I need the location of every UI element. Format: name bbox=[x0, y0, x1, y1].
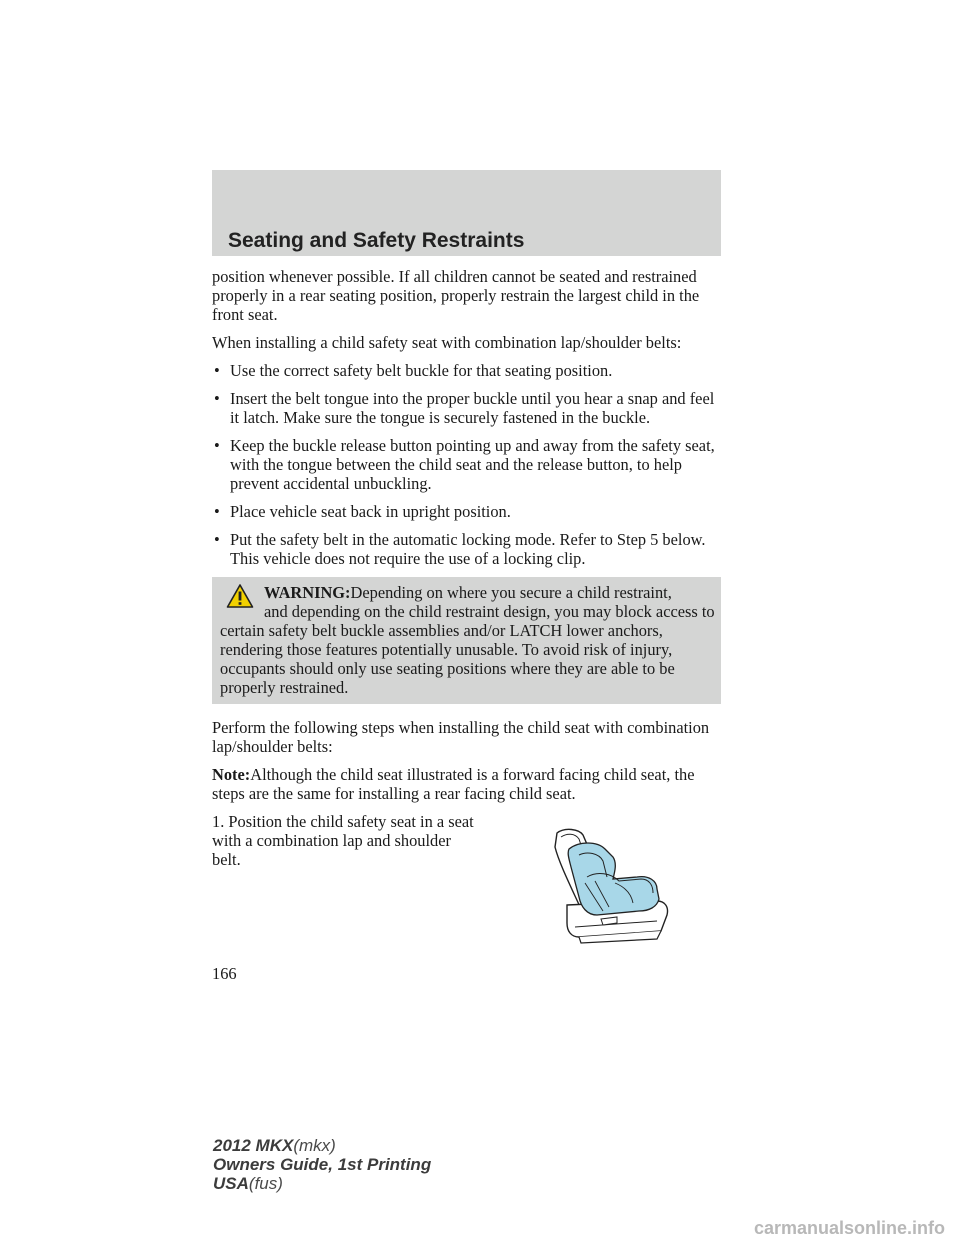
watermark: carmanualsonline.info bbox=[753, 1218, 945, 1238]
installation-bullet-list bbox=[212, 361, 721, 568]
footer-line-1 bbox=[213, 1136, 431, 1155]
warning-box bbox=[212, 577, 721, 704]
bullet-icon: • bbox=[214, 361, 220, 380]
footer-line-2: Owners Guide, 1st Printing bbox=[213, 1155, 432, 1174]
note-paragraph bbox=[212, 765, 721, 803]
step-1-text: 1. Position the child safety seat in a seat with a combination lap and shoulder belt. bbox=[212, 812, 474, 869]
list-item bbox=[212, 502, 721, 521]
list-item bbox=[212, 389, 721, 427]
bullet-icon: • bbox=[214, 530, 220, 549]
footer-print-info bbox=[213, 1136, 431, 1193]
warning-label: WARNING: bbox=[264, 583, 351, 602]
installing-intro: When installing a child safety seat with combination lap/shoulder belts: bbox=[212, 333, 682, 352]
list-item-text: Put the safety belt in the automatic locking mode. Refer to Step 5 below. This vehicle does not require the use of a locking clip. bbox=[230, 530, 706, 568]
footer-market-code: (fus) bbox=[248, 1174, 283, 1193]
footer-market: USA bbox=[213, 1174, 249, 1193]
list-item-text: Place vehicle seat back in upright position. bbox=[230, 502, 511, 521]
warning-line-1: Depending on where you secure a child restraint, bbox=[350, 583, 672, 602]
list-item bbox=[212, 361, 721, 380]
footer-model-code: (mkx) bbox=[293, 1136, 336, 1155]
list-item-text: Keep the buckle release button pointing up and away from the safety seat, with the tongue between the child seat and the release button, to help prevent accidental unbuckling. bbox=[230, 436, 715, 493]
page-body bbox=[212, 267, 721, 878]
bullet-icon: • bbox=[214, 502, 220, 521]
footer-model: 2012 MKX bbox=[213, 1136, 294, 1155]
list-item-text: Insert the belt tongue into the proper buckle until you hear a snap and feel it latch. Make sure the tongue is securely fastened in the buckle. bbox=[230, 389, 715, 427]
footer-line-3 bbox=[213, 1174, 431, 1193]
note-label: Note: bbox=[212, 765, 251, 784]
warning-text bbox=[220, 583, 715, 602]
section-title: Seating and Safety Restraints bbox=[228, 229, 525, 252]
list-item-text: Use the correct safety belt buckle for that seating position. bbox=[230, 361, 613, 380]
warning-triangle-icon bbox=[226, 583, 254, 609]
list-item bbox=[212, 530, 721, 568]
bullet-icon: • bbox=[214, 436, 220, 455]
bullet-icon: • bbox=[214, 389, 220, 408]
page-number: 166 bbox=[212, 964, 237, 983]
list-item bbox=[212, 436, 721, 493]
note-text: Although the child seat illustrated is a forward facing child seat, the steps are the same for installing a rear facing child seat. bbox=[212, 765, 695, 803]
warning-continuation: and depending on the child restraint design, you may block access to certain safety belt buckle assemblies and/or LATCH lower anchors, rendering those features potentially unusable. To avoid risk of injury, occupants should only use seating positions where they are able to be properly restrained. bbox=[220, 602, 715, 697]
intro-paragraph: position whenever possible. If all children cannot be seated and restrained properly in a rear seating position, properly restrain the largest child in the front seat. bbox=[212, 267, 700, 324]
child-seat-illustration-icon bbox=[545, 827, 685, 947]
steps-intro: Perform the following steps when installing the child seat with combination lap/shoulder belts: bbox=[212, 718, 710, 756]
